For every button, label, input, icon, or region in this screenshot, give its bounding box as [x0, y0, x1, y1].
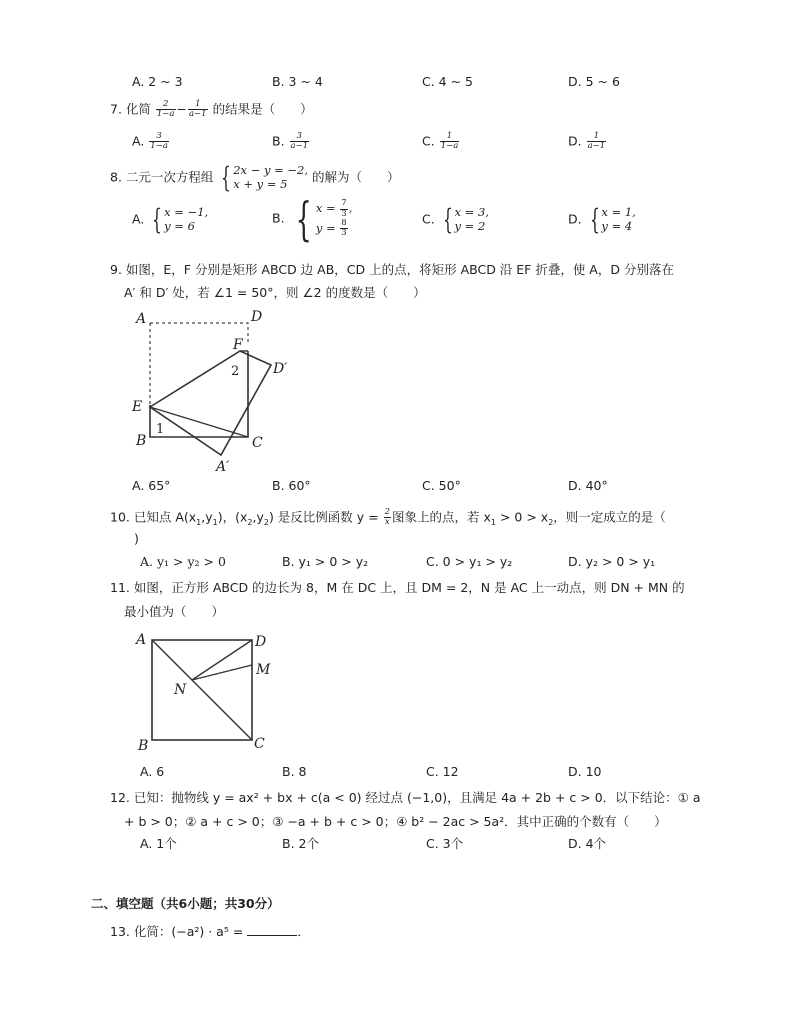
option-c: C. $\frac{1}{1-a}$ [422, 131, 459, 152]
option-b: B. y₁ > 0 > y₂ [282, 554, 369, 569]
option-a: A. 2 ~ 3 [132, 74, 183, 89]
label-e: E [132, 399, 143, 415]
label-d-prime: D′ [273, 361, 288, 377]
figure-folded-rectangle [128, 305, 298, 475]
minus-sign: − [176, 101, 187, 117]
label-a-prime: A′ [216, 459, 230, 475]
answer-blank[interactable] [247, 924, 297, 936]
label-c: C [254, 736, 265, 752]
option-b: B. $\frac{3}{a-1}$ [272, 131, 309, 152]
option-b: B. 3 ~ 4 [272, 74, 323, 89]
option-b: B. 60° [272, 478, 311, 493]
option-a: A. 6 [140, 764, 165, 779]
fold-segment [150, 407, 248, 437]
option-c: C. 50° [422, 478, 461, 493]
question-10-line-1: 10. 已知点 $A(x_1,y_1)$，$(x_2,y_2)$ 是反比例函数 y = $\frac{2}{x}$ 图象上的点，若 $x_1 > 0 > x_2$，则一定成立的是（ [110, 507, 666, 528]
question-11-line-1: 11. 如图，正方形 ABCD 的边长为 8，M 在 DC 上，且 DM = 2，N 是 AC 上一动点，则 DN + MN 的 [110, 580, 685, 595]
segment-mn [192, 665, 252, 680]
label-d: D [255, 634, 267, 650]
option-c: C. 3个 [426, 836, 464, 851]
option-d: D. y₂ > 0 > y₁ [568, 554, 656, 569]
q8-suffix: 的解为（ ） [312, 169, 400, 185]
option-b: B. 2个 [282, 836, 319, 851]
question-10-line-2: ) [134, 531, 139, 546]
label-f: F [233, 337, 243, 353]
q13-suffix: ． [297, 924, 310, 939]
label-c: C [252, 435, 263, 451]
segment-dn [192, 640, 252, 680]
question-11-line-2: 最小值为（ ） [124, 604, 225, 619]
question-12-line-1: 12. 已知：抛物线 y = ax² + bx + c(a < 0) 经过点 (−1,0)，且满足 4a + 2b + c > 0．以下结论：① a [110, 790, 701, 805]
q8-prefix: 8. 二元一次方程组 [110, 169, 214, 185]
option-d: D. 5 ~ 6 [568, 74, 620, 89]
option-d: D. $\frac{1}{a-1}$ [568, 131, 606, 152]
option-c: C. { x = 3, y = 2 [422, 203, 489, 236]
option-a: A. y₁ > y₂ > 0 [140, 554, 226, 569]
option-c: C. 4 ~ 5 [422, 74, 474, 89]
option-b: B. 8 [282, 764, 307, 779]
option-d: D. 40° [568, 478, 608, 493]
option-c: C. 12 [426, 764, 459, 779]
label-d: D [251, 309, 263, 325]
question-7 [110, 100, 313, 120]
option-c: C. 0 > y₁ > y₂ [426, 554, 513, 569]
section-2-heading: 二、填空题（共6小题；共30分） [91, 896, 280, 911]
label-angle-2: 2 [231, 364, 240, 379]
option-d: D. 10 [568, 764, 602, 779]
option-d: D. { x = 1, y = 4 [568, 203, 636, 236]
option-b: B. { x = $\frac{7}{3}$ , y = $\frac{8}{3}$ [272, 192, 353, 246]
q7-prefix: 7. 化简 [110, 101, 151, 117]
option-a: A. $\frac{3}{1-a}$ [132, 131, 168, 152]
question-8: 8. 二元一次方程组 { 2x − y = −2, x + y = 5 的解为（ ） [110, 161, 400, 194]
option-a: A. 65° [132, 478, 171, 493]
fraction: $\frac{1}{a-1}$ [188, 99, 207, 120]
label-a: A [136, 311, 147, 327]
q7-suffix: 的结果是（ ） [212, 101, 313, 117]
fraction: $\frac{2}{1-a}$ [156, 99, 175, 120]
label-b: B [138, 738, 149, 754]
question-9-line-1: 9. 如图，E，F 分别是矩形 ABCD 边 AB，CD 上的点，将矩形 ABCD 沿 EF 折叠，使 A，D 分别落在 [110, 262, 674, 277]
question-12-line-2: + b > 0；② a + c > 0；③ −a + b + c > 0；④ b² − 2ac > 5a²．其中正确的个数有（ ） [124, 814, 667, 829]
question-13 [110, 924, 310, 939]
label-m: M [256, 662, 271, 678]
label-angle-1: 1 [156, 422, 165, 437]
option-a: A. 1个 [140, 836, 177, 851]
question-9-line-2: A′ 和 D′ 处，若 ∠1 = 50°，则 ∠2 的度数是（ ） [124, 285, 426, 300]
label-b: B [136, 433, 147, 449]
option-a: A. { x = −1, y = 6 [132, 203, 209, 236]
label-a: A [136, 632, 147, 648]
figure-square [130, 628, 280, 756]
label-n: N [174, 682, 187, 698]
diagonal-ac [152, 640, 252, 740]
option-d: D. 4个 [568, 836, 607, 851]
q13-prefix: 13. 化简：(−a²) · a⁵ = [110, 924, 248, 939]
